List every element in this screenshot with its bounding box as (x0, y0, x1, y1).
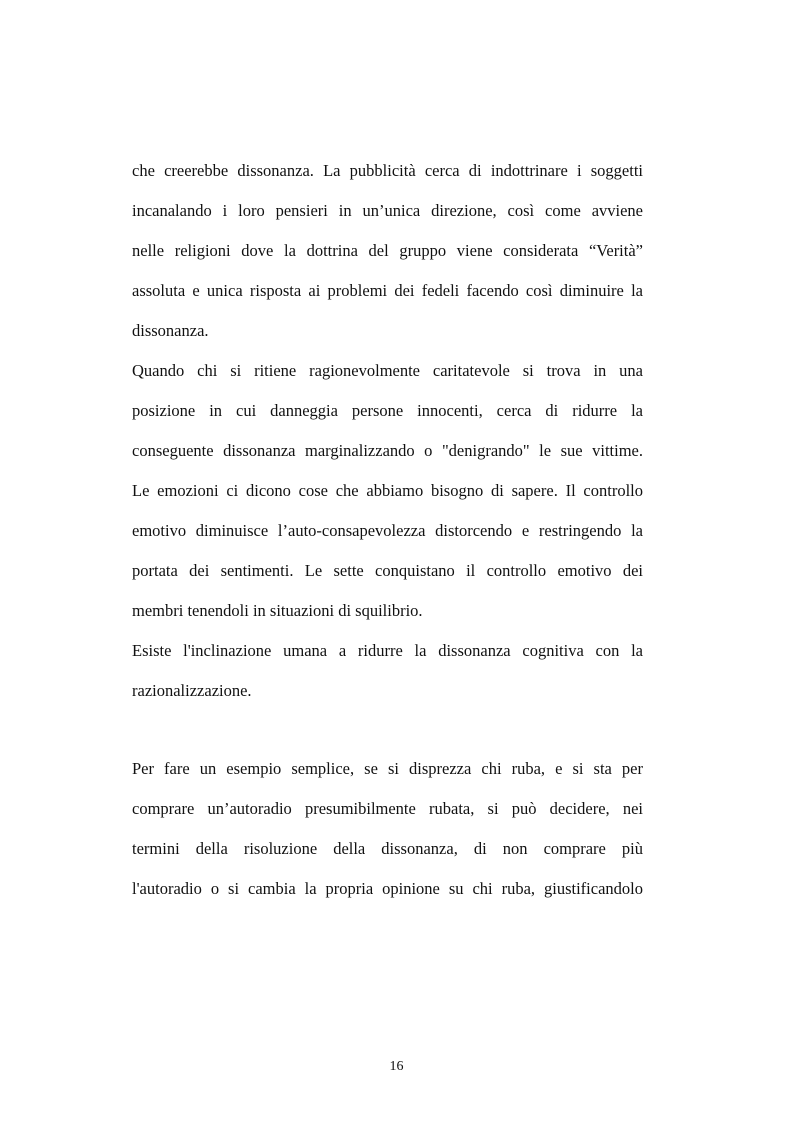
text-line: dissonanza. (132, 321, 209, 340)
text-line: comprare un’autoradio presumibilmente rubata, si può decidere, nei (132, 799, 643, 818)
text-line: Quando chi si ritiene ragionevolmente caritatevole si trova in una (132, 361, 643, 380)
text-line: posizione in cui danneggia persone innocenti, cerca di ridurre la (132, 401, 643, 420)
text-line: Le emozioni ci dicono cose che abbiamo bisogno di sapere. Il controllo (132, 481, 643, 500)
text-line: portata dei sentimenti. Le sette conquistano il controllo emotivo dei (132, 561, 643, 580)
text-line: Per fare un esempio semplice, se si disprezza chi ruba, e si sta per (132, 759, 643, 778)
text-line: membri tenendoli in situazioni di squilibrio. (132, 601, 423, 620)
page-number: 16 (389, 1059, 404, 1074)
text-line: razionalizzazione. (132, 681, 252, 700)
text-line: Esiste l'inclinazione umana a ridurre la dissonanza cognitiva con la (132, 641, 643, 660)
body-text-lower (132, 759, 643, 919)
text-line: termini della risoluzione della dissonanza, di non comprare più (132, 839, 643, 858)
body-text-upper (132, 161, 643, 721)
text-line: incanalando i loro pensieri in un’unica direzione, così come avviene (132, 201, 643, 220)
text-line: assoluta e unica risposta ai problemi dei fedeli facendo così diminuire la (132, 281, 643, 300)
text-line: conseguente dissonanza marginalizzando o "denigrando" le sue vittime. (132, 441, 643, 460)
text-line: che creerebbe dissonanza. La pubblicità cerca di indottrinare i soggetti (132, 161, 643, 180)
text-line: nelle religioni dove la dottrina del gruppo viene considerata “Verità” (132, 241, 643, 260)
text-line: emotivo diminuisce l’auto-consapevolezza distorcendo e restringendo la (132, 521, 643, 540)
text-line: l'autoradio o si cambia la propria opinione su chi ruba, giustificandolo (132, 879, 643, 898)
